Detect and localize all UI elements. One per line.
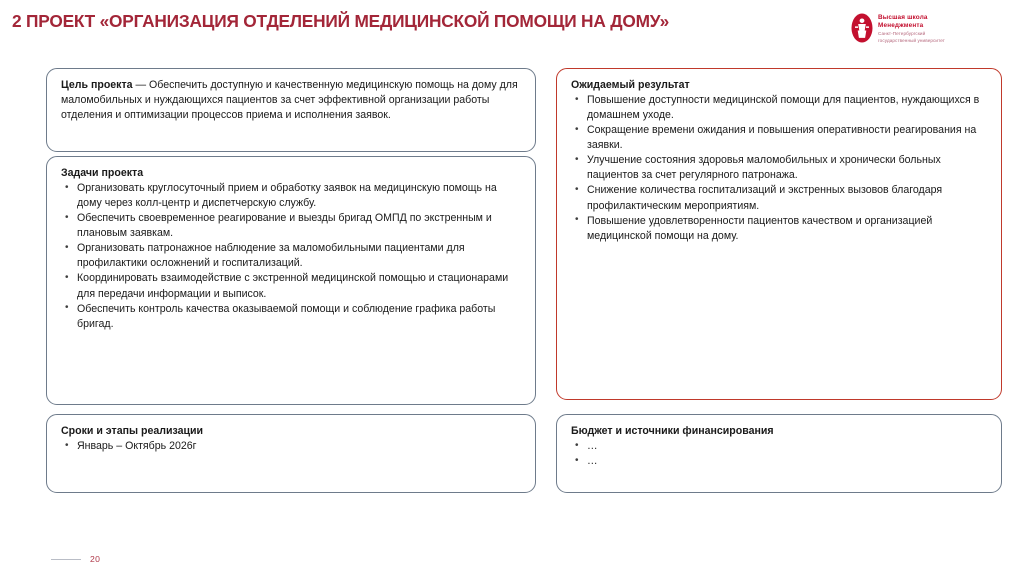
expected-result-heading: Ожидаемый результат xyxy=(571,79,690,91)
project-goal-text xyxy=(61,78,522,123)
card-expected-result xyxy=(556,68,1002,400)
expected-result-list xyxy=(571,93,988,243)
card-budget xyxy=(556,414,1002,493)
footer xyxy=(51,554,100,564)
list-item: • Повышение доступности медицинской помощи для пациентов, нуждающихся в домашнем уходе. xyxy=(571,93,988,123)
list-item: • … xyxy=(571,439,988,454)
list-item: • Обеспечить своевременное реагирование и выезды бригад ОМПД по экстренным и плановым заявкам. xyxy=(61,211,522,241)
page-number: 20 xyxy=(90,554,101,564)
list-item: • Снижение количества госпитализаций и экстренных вызовов благодаря профилактическим мероприятиям. xyxy=(571,183,988,213)
card-project-tasks xyxy=(46,156,536,405)
project-tasks-heading: Задачи проекта xyxy=(61,167,144,179)
list-item: • Сокращение времени ожидания и повышения оперативности реагирования на заявки. xyxy=(571,123,988,153)
budget-list xyxy=(571,439,988,469)
timeline-heading: Сроки и этапы реализации xyxy=(61,425,204,437)
card-project-goal xyxy=(46,68,536,152)
logo-text xyxy=(878,13,945,43)
logo-line-1: высшая школа xyxy=(878,14,928,21)
list-item: • Организовать круглосуточный прием и обработку заявок на медицинскую помощь на дому через колл-центр и диспетчерскую службу. xyxy=(61,181,522,211)
logo-line-2: Менеджмента xyxy=(878,22,924,29)
list-item: • Повышение удовлетворенности пациентов качеством и организацией медицинской помощи на дому. xyxy=(571,214,988,244)
list-item: • Улучшение состояния здоровья маломобильных и хронически больных пациентов за счет регулярного патронажа. xyxy=(571,153,988,183)
university-crest-icon xyxy=(851,13,873,43)
page-title: 2 ПРОЕКТ «ОРГАНИЗАЦИЯ ОТДЕЛЕНИЙ МЕДИЦИНСКОЙ ПОМОЩИ НА ДОМУ» xyxy=(12,11,670,31)
project-tasks-list xyxy=(61,181,522,331)
project-goal-heading: Цель проекта xyxy=(61,79,133,91)
card-timeline xyxy=(46,414,536,493)
list-item: • Январь – Октябрь 2026г xyxy=(61,439,522,454)
project-goal-dash: — xyxy=(132,79,150,91)
list-item: • Обеспечить контроль качества оказываемой помощи и соблюдение графика работы бригад. xyxy=(61,302,522,332)
logo xyxy=(851,13,1001,59)
logo-subline-2: государственный университет xyxy=(878,37,945,43)
budget-heading: Бюджет и источники финансирования xyxy=(571,425,774,437)
list-item: • … xyxy=(571,454,988,469)
timeline-list xyxy=(61,439,522,454)
project-goal-body: Обеспечить доступную и качественную медицинскую помощь на дому для маломобильных и нуждающихся пациентов за счет эффективной организации работы отделения и оптимизации процессов приема и исполнения заявок. xyxy=(61,79,518,122)
logo-subline-1: Санкт-Петербургский xyxy=(878,31,926,36)
list-item: • Координировать взаимодействие с экстренной медицинской помощью и стационарами для передачи информации и выписок. xyxy=(61,271,522,301)
footer-divider xyxy=(51,559,81,560)
list-item: • Организовать патронажное наблюдение за маломобильными пациентами для профилактики осложнений и госпитализаций. xyxy=(61,241,522,271)
